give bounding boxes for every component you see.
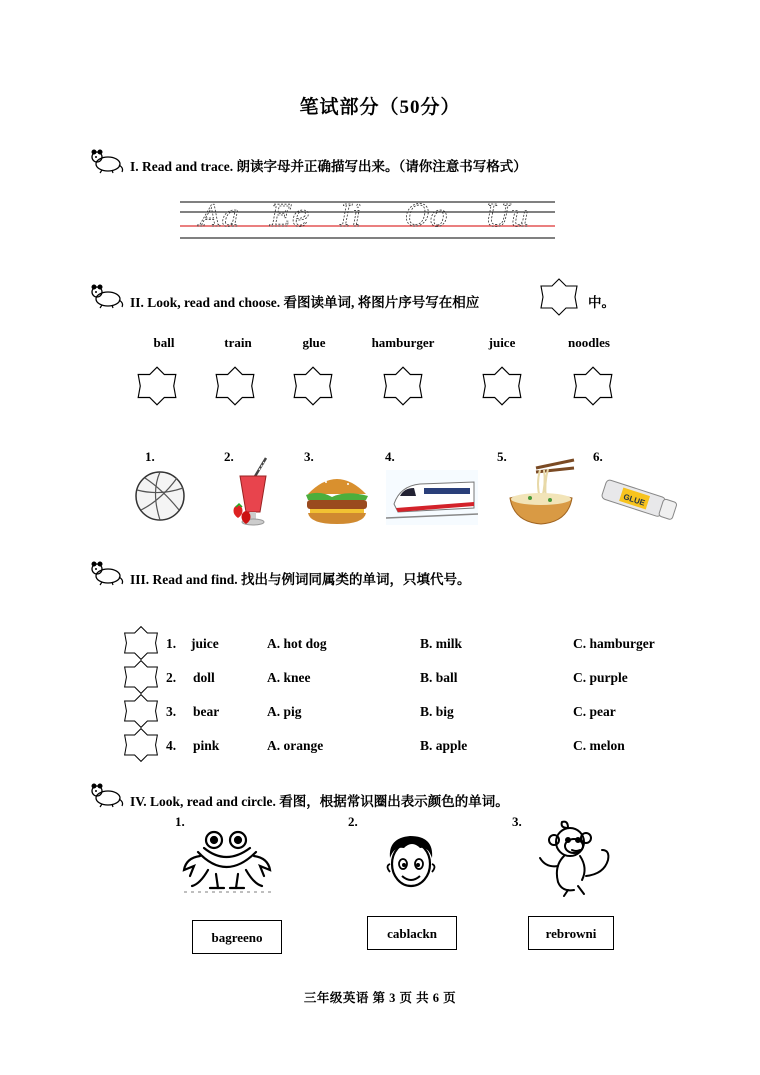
trace-letters-1: Aa — [200, 199, 240, 234]
answer-star-box[interactable] — [212, 366, 258, 406]
picture-number: 6. — [593, 449, 603, 464]
answer-star-box[interactable] — [290, 366, 336, 406]
letters-box-3[interactable]: rebrowni — [528, 916, 614, 950]
section-2-heading-tail: 中。 — [588, 295, 615, 310]
option-a: A. pig — [267, 704, 302, 719]
example-word: bear — [193, 704, 220, 719]
option-c: C. melon — [573, 738, 625, 753]
section-4-heading: IV. Look, read and circle. 看图，根据常识圈出表示颜色的单词。 — [130, 794, 509, 809]
option-b: B. big — [420, 704, 454, 719]
option-a: A. hot dog — [267, 636, 327, 651]
picture-number: 1. — [175, 814, 185, 829]
noodles-icon — [506, 458, 576, 528]
picture-number: 3. — [512, 814, 522, 829]
option-c: C. purple — [573, 670, 628, 685]
word-hamburger: hamburger — [371, 335, 435, 350]
letters-box-1[interactable]: bagreeno — [192, 920, 282, 954]
example-word: pink — [193, 738, 220, 753]
example-word: juice — [191, 636, 219, 651]
answer-star-box[interactable] — [121, 693, 161, 729]
answer-star-box[interactable] — [121, 727, 161, 763]
answer-star-box[interactable] — [479, 366, 525, 406]
section-2-heading: II. Look, read and choose. 看图读单词, 将图片序号写在相应 — [130, 295, 480, 310]
picture-number: 3. — [304, 449, 314, 464]
word-train: train — [224, 335, 252, 350]
trace-letters-3: Ii — [340, 199, 362, 234]
question-number: 3. — [166, 704, 177, 719]
train-icon — [386, 470, 478, 525]
answer-star-box[interactable] — [121, 625, 161, 661]
boy-face-icon — [382, 832, 440, 890]
question-number: 1. — [166, 636, 177, 651]
answer-star-box[interactable] — [121, 659, 161, 695]
question-number: 4. — [166, 738, 177, 753]
answer-star-box[interactable] — [134, 366, 180, 406]
star-answer-box-example — [537, 278, 581, 316]
option-b: B. ball — [420, 670, 458, 685]
juice-icon — [228, 456, 274, 530]
picture-number: 5. — [497, 449, 507, 464]
frog-icon — [180, 826, 275, 896]
hamburger-icon — [302, 468, 372, 528]
option-a: A. orange — [267, 738, 324, 753]
mouse-icon — [86, 782, 126, 808]
mouse-icon — [86, 560, 126, 586]
handwriting-grid — [180, 198, 555, 244]
monkey-icon — [532, 820, 612, 898]
picture-number: 1. — [145, 449, 155, 464]
picture-number: 4. — [385, 449, 395, 464]
section-1-heading: I. Read and trace. 朗读字母并正确描写出来。（请你注意书写格式） — [130, 159, 527, 174]
trace-letters-4: Oo — [405, 199, 448, 234]
option-b: B. apple — [420, 738, 468, 753]
word-glue: glue — [302, 335, 326, 350]
glue-label: GLUE — [622, 492, 647, 508]
answer-star-box[interactable] — [570, 366, 616, 406]
option-c: C. hamburger — [573, 636, 655, 651]
trace-letters-2: Ee — [270, 199, 310, 234]
example-word: doll — [193, 670, 215, 685]
page-title: 笔试部分（50分） — [299, 97, 461, 118]
answer-star-box[interactable] — [380, 366, 426, 406]
glue-icon — [598, 474, 680, 528]
picture-number: 2. — [348, 814, 358, 829]
mouse-icon — [86, 148, 126, 174]
option-c: C. pear — [573, 704, 616, 719]
section-3-heading: III. Read and find. 找出与例词同属类的单词，只填代号。 — [130, 572, 471, 587]
picture-number: 2. — [224, 449, 234, 464]
mouse-icon — [86, 283, 126, 309]
word-noodles: noodles — [568, 335, 610, 350]
page-footer: 三年级英语 第 3 页 共 6 页 — [303, 991, 457, 1005]
volleyball-icon — [133, 470, 187, 522]
option-b: B. milk — [420, 636, 463, 651]
word-ball: ball — [153, 335, 175, 350]
question-number: 2. — [166, 670, 177, 685]
trace-letters-5: Uu — [485, 199, 530, 234]
letters-box-2[interactable]: cablackn — [367, 916, 457, 950]
word-juice: juice — [488, 335, 516, 350]
option-a: A. knee — [267, 670, 311, 685]
